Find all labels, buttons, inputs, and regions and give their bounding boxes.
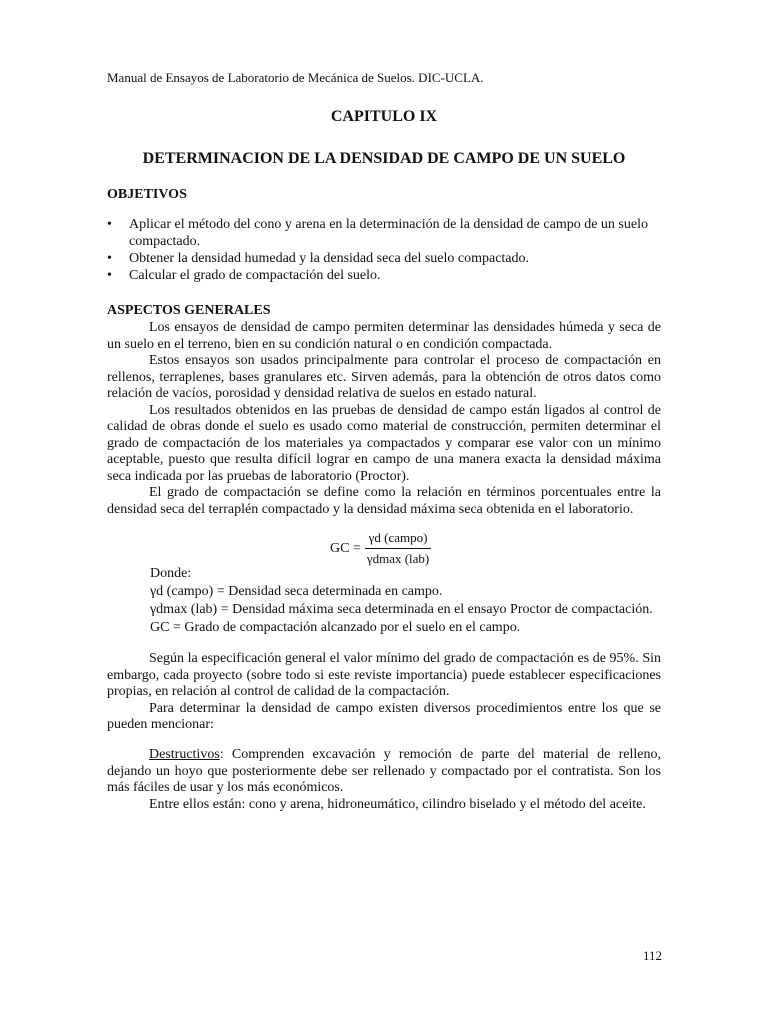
list-item-text: Obtener la densidad humedad y la densidad seca del suelo compactado. — [129, 251, 530, 266]
formula-lhs: GC = — [330, 540, 361, 556]
list-item — [107, 216, 667, 250]
bullet-icon: • — [107, 268, 112, 283]
objectives-list — [107, 216, 667, 284]
formula-fraction — [363, 530, 433, 567]
paragraph: Entre ellos están: cono y arena, hidroneumático, cilindro biselado y el método del aceite. — [149, 796, 646, 812]
aspectos-body — [107, 320, 661, 518]
paragraph: El grado de compactación se define como la relación en términos porcentuales entre la densidad seca del terraplén compactado y la densidad máxima seca obtenida en el laboratorio. — [107, 485, 661, 517]
page-title: DETERMINACION DE LA DENSIDAD DE CAMPO DE UN SUELO — [142, 150, 626, 167]
paragraph: Según la especificación general el valor mínimo del grado de compactación es de 95%. Sin embargo, cada proyecto (sobre todo si este reviste importancia) puede establecer especificaciones propias, en relación al control de calidad de la compactación. — [107, 651, 661, 699]
bullet-icon: • — [107, 251, 112, 266]
list-item — [107, 267, 667, 284]
definition-item: γdmax (lab) = Densidad máxima seca determinada en el ensayo Proctor de compactación. — [150, 602, 653, 617]
methods-body — [107, 651, 661, 734]
paragraph: Estos ensayos son usados principalmente para controlar el proceso de compactación en rellenos, terraplenes, bases granulares etc. Sirven además, para la obtención de otros datos como relación de vacíos, porosidad y densidad relativa de suelos en estado natural. — [107, 353, 661, 401]
list-item — [107, 250, 667, 267]
destructivos-text: : Comprenden excavación y remoción de parte del material de relleno, dejando un hoyo que posteriormente debe ser rellenado y compactado por el contratista. Son los más fáciles de usar y los más económicos. — [107, 747, 661, 795]
definitions — [150, 565, 653, 637]
section-heading-objetivos: OBJETIVOS — [107, 187, 187, 202]
formula-denominator: γdmax (lab) — [366, 551, 430, 566]
destructivos-body — [107, 747, 661, 813]
paragraph: Los ensayos de densidad de campo permiten determinar las densidades húmeda y seca de un suelo en el terreno, bien en su condición natural o en condición compactada. — [107, 320, 661, 352]
bullet-icon: • — [107, 217, 112, 232]
definition-item: GC = Grado de compactación alcanzado por el suelo en el campo. — [150, 620, 521, 635]
formula-numerator: γd (campo) — [365, 530, 432, 549]
running-header: Manual de Ensayos de Laboratorio de Mecánica de Suelos. DIC-UCLA. — [107, 70, 484, 85]
page-number: 112 — [643, 948, 663, 963]
chapter-heading: CAPITULO IX — [330, 108, 438, 125]
destructivos-label: Destructivos — [149, 747, 220, 762]
definition-item: γd (campo) = Densidad seca determinada en campo. — [150, 584, 443, 599]
section-heading-aspectos: ASPECTOS GENERALES — [107, 303, 271, 318]
list-item-text: Calcular el grado de compactación del suelo. — [129, 268, 381, 283]
paragraph: Para determinar la densidad de campo existen diversos procedimientos entre los que se pueden mencionar: — [107, 700, 661, 732]
list-item-text: Aplicar el método del cono y arena en la determinación de la densidad de campo de un suelo compactado. — [129, 217, 648, 249]
compaction-formula — [330, 530, 433, 567]
paragraph — [107, 747, 661, 797]
paragraph: Los resultados obtenidos en las pruebas de densidad de campo están ligados al control de calidad de obras donde el suelo es usado como material de construcción, permiten determinar el grado de compactación de los materiales ya compactados y comparar ese valor con un mínimo aceptable, puesto que resulta difícil lograr en campo de una manera exacta la densidad máxima seca indicada por las pruebas de laboratorio (Proctor). — [107, 402, 661, 484]
definitions-intro: Donde: — [150, 566, 192, 581]
